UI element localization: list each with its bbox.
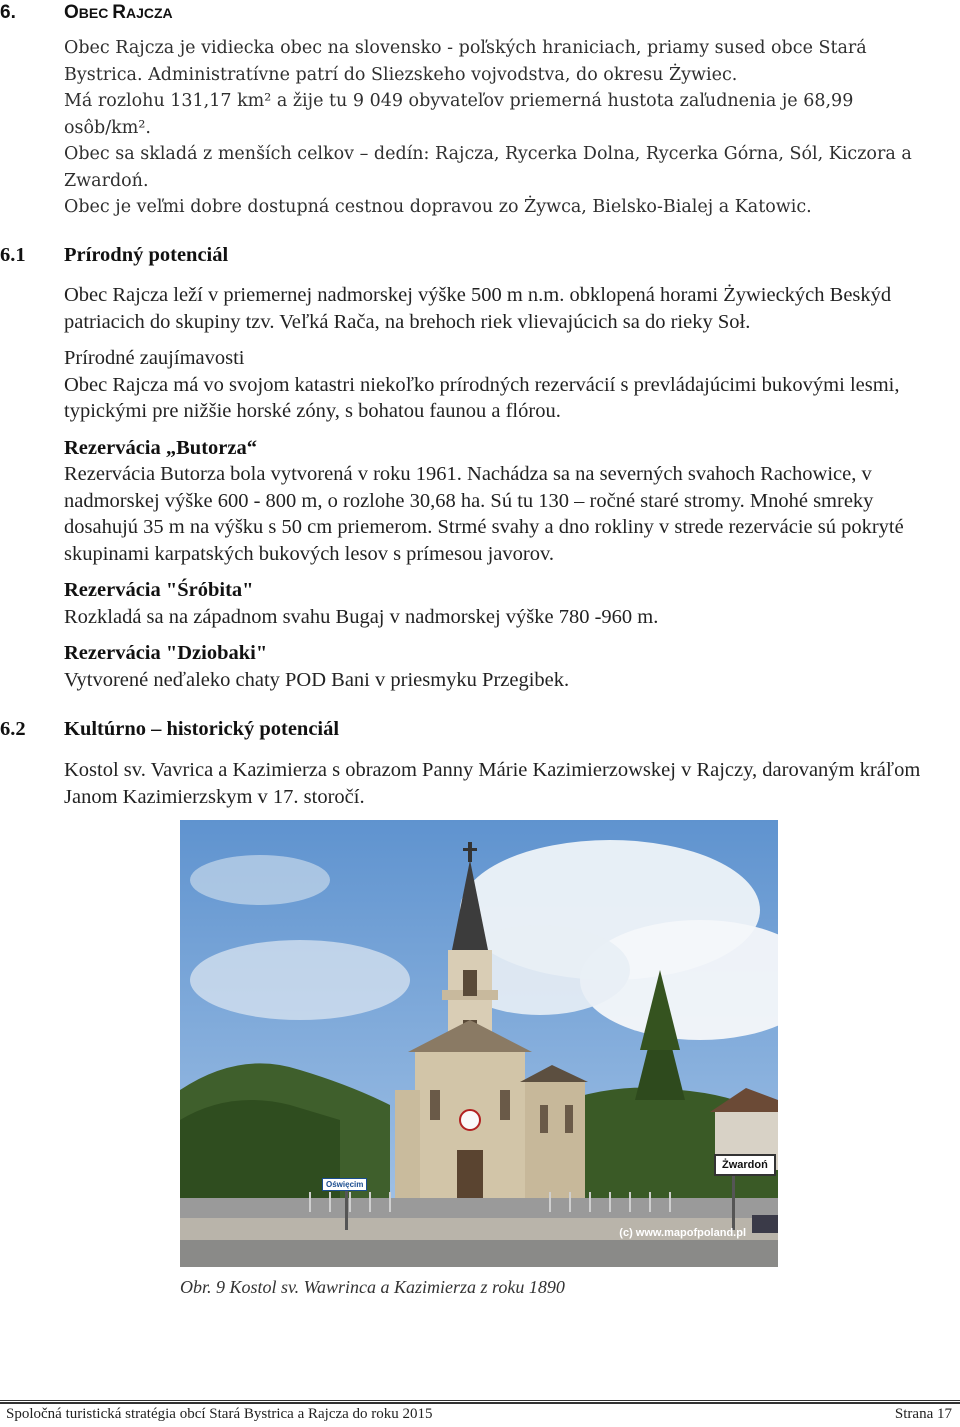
paragraph: Kostol sv. Vavrica a Kazimierza s obrazom Panny Márie Kazimierzowskej v Rajczy, darovaným kráľom Janom Kazimierzskym v 17. storočí.	[64, 759, 921, 808]
paragraph: Obec Rajcza leží v priemernej nadmorskej výške 500 m n.m. obklopená horami Żywieckých Beskýd patriacich do skupiny tzv. Veľká Rača, na brehoch riek vlievajúcich sa do rieky Soł.	[64, 284, 892, 333]
section-6-2-heading	[0, 718, 339, 741]
footer-divider	[0, 1402, 960, 1404]
paragraph: Obec Rajcza je vidiecka obec na slovensko - poľských hraniciach, priamy sused obce Stará Bystrica. Administratívne patrí do Sliezskeho vojvodstva, do okresu Żywiec.	[64, 38, 867, 85]
photo-caption: Obr. 9 Kostol sv. Wawrinca a Kazimierza z roku 1890	[180, 1277, 565, 1297]
reserve-title: Rezervácia „Butorza“	[64, 436, 257, 459]
subheading: Prírodné zaujímavosti	[64, 347, 245, 369]
paragraph: Rezervácia Butorza bola vytvorená v roku 1961. Nachádza sa na severných svahoch Rachowice, v nadmorskej výške 600 - 800 m, o rozlohe 30,68 ha. Sú tu 130 – ročné staré stromy. Mnohé smreky dosahujú 35 m na výšku s 50 cm priemerom. Strmé svahy a dno rokliny v strede rezervácie sú pokryté skupinami karpatských bukových lesov s prímesou javorov.	[64, 463, 904, 565]
section-title: Kultúrno – historický potenciál	[64, 718, 340, 740]
paragraph: Obec je veľmi dobre dostupná cestnou dopravou zo Żywca, Bielsko-Bialej a Katowic.	[64, 197, 812, 217]
page-number: Strana 17	[894, 1406, 952, 1422]
section-6-1-heading	[0, 244, 228, 267]
paragraph: Vytvorené neďaleko chaty POD Bani v priesmyku Przegibek.	[64, 668, 570, 691]
paragraph: Obec Rajcza má vo svojom katastri niekoľko prírodných rezervácií s prevládajúcimi bukovými lesmi, typickými pre nižšie horské zóny, s bohatou faunou a flórou.	[64, 373, 900, 422]
paragraph: Má rozlohu 131,17 km² a žije tu 9 049 obyvateľov priemerná hustota zaľudnenia je 68,99 osôb/km².	[64, 91, 854, 138]
section-6-body	[64, 35, 944, 221]
footer-title: Spoločná turistická stratégia obcí Stará Bystrica a Rajcza do roku 2015	[6, 1406, 433, 1422]
section-number: 6.	[0, 2, 16, 23]
section-number: 6.2	[0, 718, 26, 740]
sign-oswiecim: Oświęcim	[322, 1178, 367, 1191]
section-6-2-body	[64, 757, 944, 810]
section-6-1-body	[64, 282, 944, 693]
church-photo	[180, 820, 778, 1267]
section-number: 6.1	[0, 244, 26, 266]
section-6-heading: 6. OBEC RAJCZA	[0, 2, 173, 23]
photo-watermark: (c) www.mapofpoland.pl	[619, 1227, 746, 1239]
footer-divider	[0, 1400, 960, 1401]
section-title: Prírodný potenciál	[64, 244, 229, 266]
sign-zwardon: Żwardoń	[714, 1154, 776, 1176]
reserve-title: Rezervácia "Śróbita"	[64, 579, 254, 601]
paragraph: Obec sa skladá z menších celkov – dedín: Rajcza, Rycerka Dolna, Rycerka Górna, Sól, Kiczora a Zwardoń.	[64, 144, 912, 191]
paragraph: Rozkladá sa na západnom svahu Bugaj v nadmorskej výške 780 -960 m.	[64, 605, 659, 628]
reserve-title: Rezervácia "Dziobaki"	[64, 642, 268, 664]
